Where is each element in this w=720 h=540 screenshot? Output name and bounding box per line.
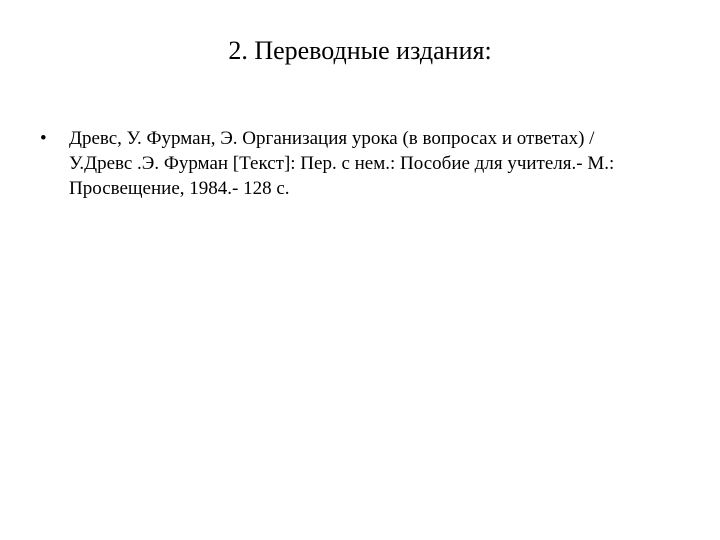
bullet-text-line: У.Древс .Э. Фурман [Текст]: Пер. с нем.: Пособие для учителя.- М.: <box>69 153 615 174</box>
bullet-text-line: Просвещение, 1984.- 128 с. <box>69 178 290 199</box>
bullet-icon: • <box>40 128 47 149</box>
slide-title: 2. Переводные издания: <box>228 36 492 65</box>
bullet-list <box>40 126 680 201</box>
bullet-text-line: Древс, У. Фурман, Э. Организация урока (в вопросах и ответах) / <box>69 128 595 149</box>
bullet-item <box>40 126 680 201</box>
